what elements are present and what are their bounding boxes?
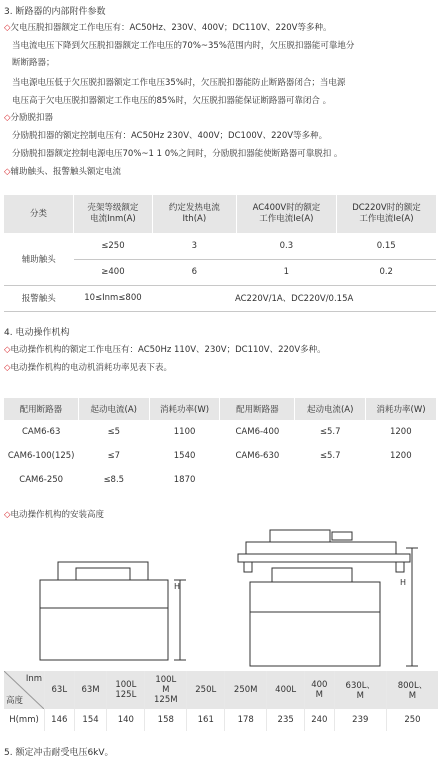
t2-header: 配用断路器 [220, 398, 295, 420]
uv-line2: 断断路器； [12, 58, 55, 68]
handle-cover-shape [272, 568, 352, 582]
t1-header-ac400: AC400V时的额定 工作电流Ie(A) [236, 195, 336, 233]
install-heading [4, 508, 104, 520]
t1-header-category: 分类 [4, 195, 74, 233]
sec4-line2-wrap [4, 361, 172, 373]
t3-col: 100L 125L [107, 671, 145, 709]
motor-shape [270, 530, 330, 542]
breaker-diagram-left [30, 560, 200, 665]
operator-frame-shape [238, 554, 410, 562]
handle-shape [76, 568, 130, 580]
aux-contact-label: 辅助触头 [4, 233, 74, 285]
install-height-table [4, 671, 438, 731]
table-row [4, 285, 436, 311]
sec4-line2: 电动操作机构的电动机消耗功率见表下表。 [10, 363, 173, 373]
t2-cell: ≤8.5 [103, 475, 125, 485]
t2-header: 配用断路器 [4, 398, 78, 420]
undervoltage-text: 欠电压脱扣器额定工作电压有：AC50Hz、230V、400V；DC110V、220V等多种。 [10, 23, 332, 33]
t2-cell: CAM6-63 [21, 427, 61, 437]
t1-header-dc220: DC220V时的额定 工作电流Ie(A) [336, 195, 436, 233]
shunt-title: 分励脱扣器 [10, 113, 54, 123]
t3-col: 630L、 M [334, 671, 386, 709]
t1-cell: ≤250 [74, 233, 153, 259]
operator-plate-shape [246, 542, 396, 554]
t3-col: 400L [267, 671, 305, 709]
shunt-heading [4, 111, 53, 123]
aux-heading [4, 165, 121, 177]
uv-line1: 当电流电压下降到欠压脱扣器额定工作电压的70%~35%范围内时，欠压脱扣器能可靠地分 [12, 41, 355, 51]
breaker-body-shape [40, 608, 168, 660]
corner-cell [4, 671, 45, 709]
motor-power-table [4, 398, 436, 492]
t3-col: 400 M [305, 671, 335, 709]
t2-cell: CAM6-400 [235, 427, 280, 437]
t3-cell: 158 [145, 709, 187, 731]
aux-contact-table [4, 195, 436, 312]
corner-bottom: 高度 [6, 696, 24, 706]
alarm-range: 10≤Inm≤800 [74, 285, 153, 311]
t3-cell: 178 [225, 709, 267, 731]
uv-line3: 当电源电压低于欠压脱扣器额定工作电压35%时，欠压脱扣器能防止断路器闭合；当电源 [12, 78, 346, 88]
t3-col: 250M [225, 671, 267, 709]
alarm-value: AC220V/1A、DC220V/0.15A [152, 285, 436, 311]
t3-col: 63L [45, 671, 75, 709]
table-row [4, 468, 436, 492]
t2-header: 消耗功率(W) [366, 398, 436, 420]
breaker-cover-shape [40, 580, 168, 608]
t1-header-frame-current: 壳架等级额定 电流Inm(A) [74, 195, 153, 233]
t2-cell: ≤7 [107, 451, 121, 461]
t1-cell: 6 [152, 259, 236, 285]
t2-cell [295, 468, 366, 492]
t1-cell: 0.15 [336, 233, 436, 259]
t3-cell: 146 [45, 709, 75, 731]
t2-cell: CAM6-250 [19, 475, 64, 485]
t2-header: 起动电流(A) [78, 398, 149, 420]
t3-cell: 239 [334, 709, 386, 731]
t3-cell: 154 [74, 709, 107, 731]
shunt-line2: 分励脱扣器额定控制电源电压70%~1 1 0%之间时，分励脱扣器能使断路器可靠脱扣 。 [12, 149, 343, 159]
h-label-right: H [400, 578, 407, 587]
t1-cell: ≥400 [74, 259, 153, 285]
t2-cell: 1200 [389, 451, 412, 461]
t3-col: 63M [74, 671, 107, 709]
t2-cell [220, 468, 295, 492]
t2-header: 起动电流(A) [295, 398, 366, 420]
shunt-line1: 分励脱扣器的额定控制电压有：AC50Hz 230V、400V；DC100V、220V等多种。 [12, 131, 328, 141]
t3-col: 250L [187, 671, 225, 709]
t1-header-thermal-current: 约定发热电流 Ith(A) [152, 195, 236, 233]
t1-cell: 0.2 [336, 259, 436, 285]
section5-title: 5. 额定冲击耐受电压6kV。 [4, 748, 114, 758]
table-row [4, 709, 438, 731]
t3-col: 100L M 125M [145, 671, 187, 709]
t3-col: 800L、 M [386, 671, 438, 709]
h-label-left: H [174, 582, 181, 591]
t1-cell: 0.3 [236, 233, 336, 259]
table-row [4, 420, 436, 444]
t3-cell: 240 [305, 709, 335, 731]
t3-cell: 250 [386, 709, 438, 731]
t2-cell: 1200 [389, 427, 412, 437]
section4-title: 4. 电动操作机构 [4, 328, 70, 338]
t3-cell: 140 [107, 709, 145, 731]
breaker-cover-shape [250, 582, 380, 612]
table-row [4, 233, 436, 259]
t1-cell: 3 [152, 233, 236, 259]
t3-cell: 161 [187, 709, 225, 731]
breaker-diagram-right [232, 528, 432, 668]
t2-cell: ≤5 [107, 427, 121, 437]
table-row [4, 444, 436, 468]
t2-cell: CAM6-630 [235, 451, 280, 461]
undervoltage-heading [4, 21, 331, 33]
breaker-body-shape [250, 612, 380, 666]
t2-cell: 1100 [173, 427, 196, 437]
alarm-contact-label: 报警触头 [4, 285, 74, 311]
t2-cell: ≤5.7 [319, 427, 341, 437]
t2-cell: ≤5.7 [319, 451, 341, 461]
t2-header: 消耗功率(W) [149, 398, 220, 420]
t2-cell [366, 468, 436, 492]
corner-top: Inm [25, 674, 42, 684]
t2-cell: 1540 [173, 451, 196, 461]
sec4-line1: 电动操作机构的额定工作电压有：AC50Hz 110V、230V；DC110V、220V多种。 [10, 345, 326, 355]
install-title: 电动操作机构的安装高度 [10, 510, 105, 520]
t3-cell: 235 [267, 709, 305, 731]
t2-cell: CAM6-100(125) [7, 451, 75, 461]
aux-title: 辅助触头、报警触头额定电流 [10, 167, 122, 177]
sec4-line1-wrap [4, 343, 326, 355]
row-label: H(mm) [9, 715, 39, 725]
section3-title: 3. 断路器的内部附件参数 [4, 7, 106, 17]
t2-cell: 1870 [173, 475, 196, 485]
t1-cell: 1 [236, 259, 336, 285]
uv-line4: 电压高于欠电压脱扣器额定工作电压的85%时，欠压脱扣器能保证断路器可靠闭合 。 [12, 96, 332, 106]
